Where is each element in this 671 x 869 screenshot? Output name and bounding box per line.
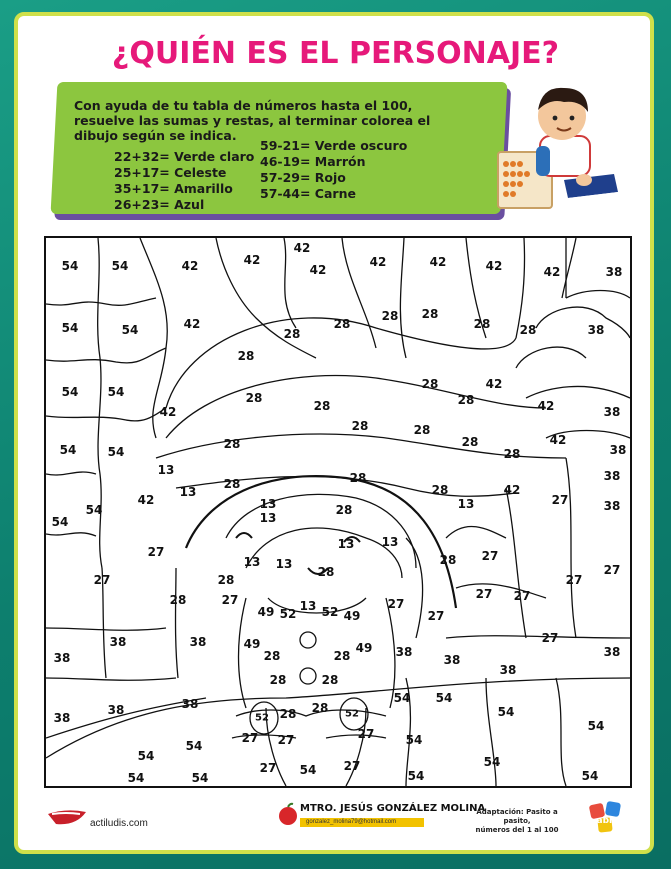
region-number: 54 (497, 705, 515, 719)
region-number: 42 (369, 255, 387, 269)
region-number: 27 (241, 731, 259, 745)
region-number: 27 (551, 493, 569, 507)
region-number: 28 (413, 423, 431, 437)
region-number: 38 (181, 697, 199, 711)
region-number: 38 (395, 645, 413, 659)
region-number: 54 (581, 769, 599, 783)
region-number: 28 (351, 419, 369, 433)
region-number: 28 (245, 391, 263, 405)
region-number: 54 (59, 443, 77, 457)
region-number: 13 (259, 497, 277, 511)
color-key-right (260, 138, 407, 202)
region-number: 13 (275, 557, 293, 571)
site-label: actiludis.com (90, 818, 148, 829)
region-number: 27 (147, 545, 165, 559)
region-number: 52 (321, 605, 339, 619)
region-number: 54 (393, 691, 411, 705)
region-number: 38 (603, 469, 621, 483)
adaptation-note: Adaptación: Pasito a pasito, números del 1 al 100 (475, 808, 559, 834)
region-number: 27 (343, 759, 361, 773)
region-number: 27 (221, 593, 239, 607)
color-by-number-puzzle (44, 236, 632, 788)
region-number: 13 (243, 555, 261, 569)
region-number: 28 (457, 393, 475, 407)
region-number: 54 (85, 503, 103, 517)
region-number: 42 (183, 317, 201, 331)
region-number: 38 (609, 443, 627, 457)
region-number: 27 (513, 589, 531, 603)
region-number: 27 (259, 761, 277, 775)
region-number: 28 (333, 317, 351, 331)
region-number: 42 (503, 483, 521, 497)
apple-icon (278, 802, 298, 826)
region-number: 38 (109, 635, 127, 649)
region-number: 38 (603, 499, 621, 513)
region-number: 49 (257, 605, 275, 619)
region-number: 54 (435, 691, 453, 705)
region-number: 28 (313, 399, 331, 413)
region-number: 42 (309, 263, 327, 277)
region-number: 38 (499, 663, 517, 677)
region-number: 28 (519, 323, 537, 337)
region-number: 42 (181, 259, 199, 273)
region-number: 13 (179, 485, 197, 499)
key-item: 59-21= Verde oscuro (260, 138, 408, 153)
region-number: 28 (321, 673, 339, 687)
region-number: 42 (485, 259, 503, 273)
region-number: 52 (255, 712, 269, 724)
region-number: 42 (549, 433, 567, 447)
region-number: 38 (107, 703, 125, 717)
region-number: 38 (603, 645, 621, 659)
region-number: 49 (355, 641, 373, 655)
region-number: 28 (217, 573, 235, 587)
region-number: 54 (107, 445, 125, 459)
key-item: 57-44= Carne (260, 186, 356, 201)
author-name: MTRO. JESÚS GONZÁLEZ MOLINA (300, 803, 486, 814)
region-number: 38 (443, 653, 461, 667)
region-number: 42 (293, 241, 311, 255)
region-number: 54 (121, 323, 139, 337)
region-number: 28 (421, 377, 439, 391)
region-number: 42 (485, 377, 503, 391)
key-item: 25+17= Celeste (114, 165, 227, 180)
region-number: 38 (587, 323, 605, 337)
region-number: 28 (431, 483, 449, 497)
key-item: 35+17= Amarillo (114, 181, 233, 196)
region-number: 42 (159, 405, 177, 419)
region-number: 54 (111, 259, 129, 273)
abn-logo-icon (588, 800, 624, 836)
actiludis-logo-icon (46, 806, 88, 828)
region-number: 42 (543, 265, 561, 279)
instructions-text: Con ayuda de tu tabla de números hasta el 100, resuelve las sumas y restas, al terminar colorea el dibujo según se indica. (74, 98, 431, 143)
key-item: 26+23= Azul (114, 197, 205, 212)
region-number: 54 (191, 771, 209, 785)
region-number: 54 (127, 771, 145, 785)
region-number: 28 (283, 327, 301, 341)
region-number: 28 (503, 447, 521, 461)
region-number: 54 (185, 739, 203, 753)
region-number: 38 (605, 265, 623, 279)
region-number: 42 (429, 255, 447, 269)
page-title: ¿QUIÉN ES EL PERSONAJE? (111, 36, 560, 71)
color-key-left (114, 149, 254, 213)
region-number: 28 (269, 673, 287, 687)
region-number: 49 (343, 609, 361, 623)
region-number: 28 (223, 437, 241, 451)
region-number: 28 (461, 435, 479, 449)
region-number: 38 (189, 635, 207, 649)
region-number: 42 (243, 253, 261, 267)
region-number: 28 (381, 309, 399, 323)
region-number: 28 (311, 701, 329, 715)
region-number: 27 (277, 733, 295, 747)
abn-logo-text: abn (596, 816, 616, 826)
region-number: 54 (137, 749, 155, 763)
region-number: 54 (407, 769, 425, 783)
region-number: 28 (279, 707, 297, 721)
key-item: 46-19= Marrón (260, 154, 366, 169)
region-number: 54 (107, 385, 125, 399)
key-item: 22+32= Verde claro (114, 149, 255, 164)
region-number: 13 (457, 497, 475, 511)
region-number: 28 (263, 649, 281, 663)
region-number: 28 (421, 307, 439, 321)
region-number: 13 (337, 537, 355, 551)
region-number: 27 (565, 573, 583, 587)
region-number: 38 (603, 405, 621, 419)
region-number: 38 (53, 651, 71, 665)
region-number: 28 (169, 593, 187, 607)
region-number: 54 (483, 755, 501, 769)
region-number: 28 (223, 477, 241, 491)
region-number: 54 (51, 515, 69, 529)
region-number: 38 (53, 711, 71, 725)
region-number: 13 (299, 599, 317, 613)
region-number: 27 (427, 609, 445, 623)
region-number: 54 (61, 385, 79, 399)
region-number: 49 (243, 637, 261, 651)
region-number: 54 (587, 719, 605, 733)
region-number: 54 (405, 733, 423, 747)
region-number: 28 (473, 317, 491, 331)
region-number: 54 (299, 763, 317, 777)
region-number: 27 (387, 597, 405, 611)
region-number: 54 (61, 259, 79, 273)
region-number: 28 (349, 471, 367, 485)
region-number: 52 (279, 607, 297, 621)
region-number: 42 (537, 399, 555, 413)
region-number: 27 (357, 727, 375, 741)
region-number: 42 (137, 493, 155, 507)
region-number: 27 (475, 587, 493, 601)
region-number: 27 (481, 549, 499, 563)
boy-with-abacus-illustration (484, 80, 624, 215)
region-number: 28 (335, 503, 353, 517)
region-number: 27 (541, 631, 559, 645)
region-number: 27 (603, 563, 621, 577)
region-number: 28 (439, 553, 457, 567)
region-number: 13 (157, 463, 175, 477)
region-number: 52 (345, 708, 359, 720)
region-number: 28 (333, 649, 351, 663)
region-number: 54 (61, 321, 79, 335)
key-item: 57-29= Rojo (260, 170, 346, 185)
region-number: 13 (381, 535, 399, 549)
region-number: 28 (317, 565, 335, 579)
region-number: 28 (237, 349, 255, 363)
author-email: gonzalez_molina79@hotmail.com (300, 818, 424, 827)
region-number: 27 (93, 573, 111, 587)
region-number: 13 (259, 511, 277, 525)
